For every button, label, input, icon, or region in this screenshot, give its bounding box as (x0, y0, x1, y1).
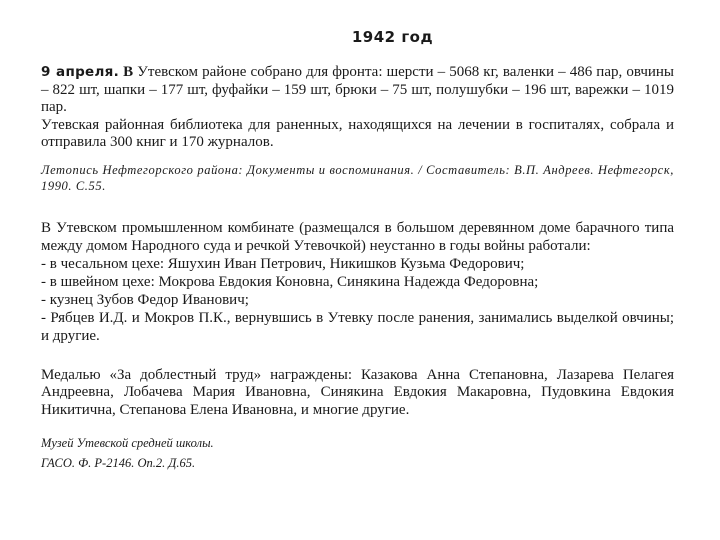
entry-collection-text: Утевском районе собрано для фронта: шерсти – 5068 кг, валенки – 486 пар, овчины – 822 шт, шапки – 177 шт, фуфайки – 159 шт, брюки – 75 шт, полушубки – 196 шт, варежки – 1019 пар. (41, 64, 675, 115)
entry-date: 9 апреля. (41, 64, 120, 80)
medal-text: Медалью «За доблестный труд» награждены: Казакова Анна Степановна, Лазарева Пелагея Андреевна, Лобачева Мария Ивановна, Синякина Евдокия Макаровна, Пудовкина Евдокия Никитична, Степанова Елена Ивановна, и многие другие. (41, 366, 674, 418)
medal-section (41, 367, 674, 420)
entry-library-text: Утевская районная библиотека для раненных, находящихся на лечении в госпиталях, собрала и отправила 300 книг и 170 журналов. (41, 116, 674, 150)
combine-list-item: - в швейном цехе: Мокрова Евдокия Коновна, Синякина Надежда Федоровна; (41, 273, 539, 290)
page-title: 1942 год (351, 28, 434, 46)
entry-april-9 (41, 64, 674, 117)
source-archive: ГАСО. Ф. Р-2146. Оп.2. Д.65. (41, 456, 196, 470)
document-page (41, 28, 674, 473)
source-citation-chronicle: Летопись Нефтегорского района: Документы и воспоминания. / Составитель: В.П. Андреев. Нефтегорск, 1990. С.55. (41, 162, 674, 193)
combine-intro: В Утевском промышленном комбинате (размещался в большом деревянном доме барачного типа между домом Народного суда и речкой Утевочкой) неустанно в годы войны работали: (41, 219, 674, 254)
source-museum: Музей Утевской средней школы. (41, 436, 214, 450)
combine-list-item: - Рябцев И.Д. и Мокров П.К., вернувшись в Утевку после ранения, занимались выделкой овчины; и другие. (41, 309, 674, 344)
entry-bold-word: В (123, 64, 134, 80)
combine-list-item: - в чесальном цехе: Яшухин Иван Петрович, Никишков Кузьма Федорович; (41, 255, 525, 272)
source-citation-archive (41, 433, 674, 473)
combine-section (41, 219, 674, 345)
combine-list-item: - кузнец Зубов Федор Иванович; (41, 291, 249, 308)
